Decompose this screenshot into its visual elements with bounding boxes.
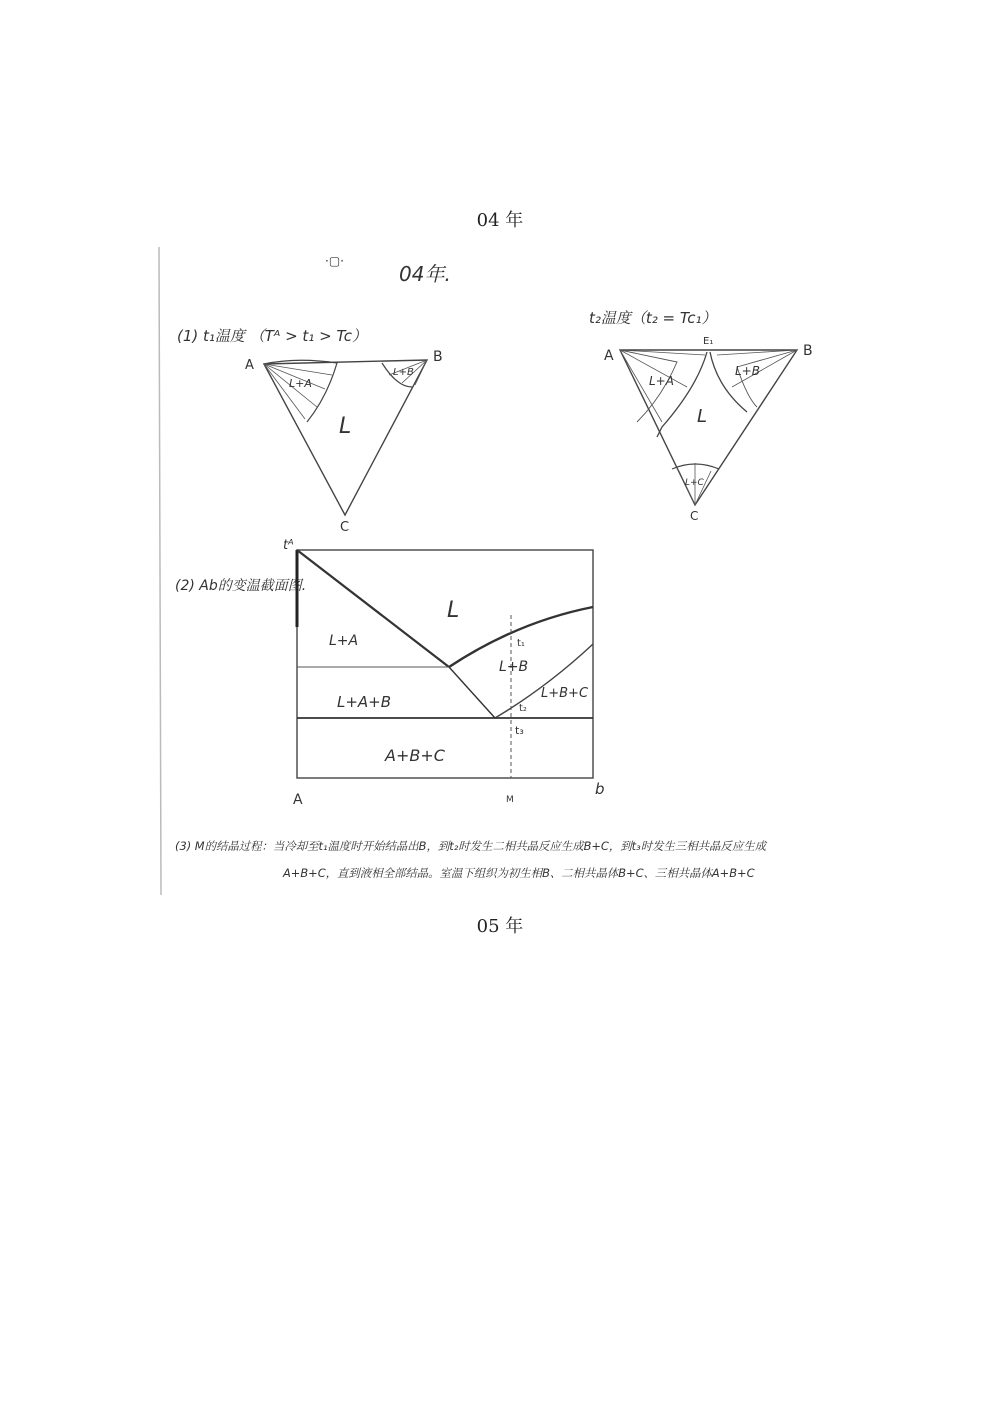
left-region-lb: L+B [393,367,414,378]
left-vertex-b: B [433,349,443,365]
region-l: L [447,598,460,623]
right-region-la: L+A [649,374,674,388]
part1-right-label: t₂温度（t₂ = Tc₁） [589,309,717,327]
region-lbc: L+B+C [541,686,589,701]
left-region-la: L+A [289,377,312,390]
region-lb: L+B [499,659,529,675]
axis-top-label: tᴬ [283,538,294,553]
x-label-m: M [506,795,514,805]
left-region-l: L [339,414,352,439]
cropped-text-fragment: ·▢· [325,254,344,268]
header-note: 04年. [399,262,451,286]
part3-line1: (3) M的结晶过程：当冷却至t₁温度时开始结晶出B，到t₂时发生二相共晶反应生成B+C，到t₃时发生三相共晶反应生成 [175,839,766,853]
scanned-exam-answer [157,247,925,895]
mark-t3: t₃ [515,724,524,737]
ternary-triangle-right [620,350,797,505]
caption-04: 04 年 [476,210,524,231]
vertical-section-diagram [297,550,593,778]
x-label-a: A [293,792,303,808]
right-vertex-c: C [690,509,699,523]
part3-line2: A+B+C，直到液相全部结晶。室温下组织为初生相B、二相共晶体B+C、三相共晶体A+B+C [283,866,755,880]
mark-t2: t₂ [519,703,527,714]
caption-05: 05 年 [476,916,524,937]
right-vertex-b: B [803,343,813,359]
right-region-lc: L+C [685,478,704,488]
part2-label: (2) Ab的变温截面图. [175,578,307,594]
right-region-lb: L+B [735,364,760,378]
right-vertex-a: A [604,348,614,364]
part1-left-label: (1) t₁温度 （Tᴬ > t₁ > Tc） [177,327,367,345]
right-vertex-e: E₁ [703,336,714,347]
x-label-b: b [595,780,605,798]
scan-left-edge [159,247,161,895]
right-region-l: L [697,406,708,427]
mark-t1: t₁ [517,638,525,649]
region-abc: A+B+C [385,746,445,765]
region-la: L+A [329,633,359,649]
left-vertex-a: A [245,358,254,373]
left-vertex-c: C [340,520,350,535]
region-lab: L+A+B [337,693,392,711]
